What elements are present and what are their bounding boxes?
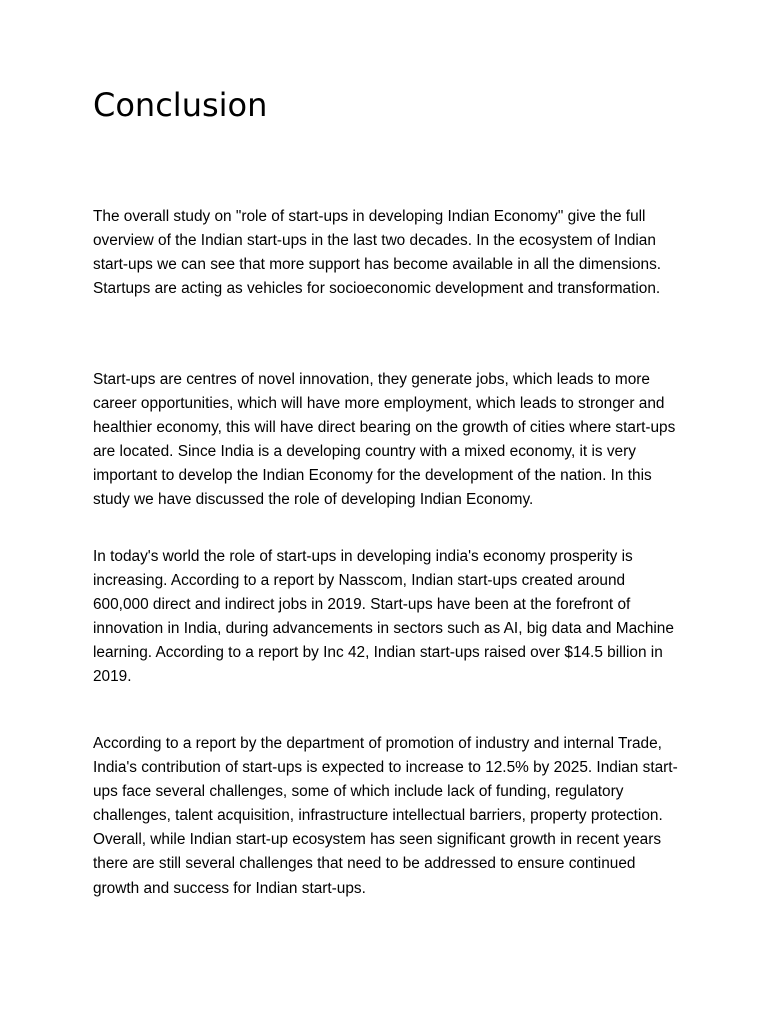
paragraph-prosperity: In today's world the role of start-ups in developing india's economy prosperity is increasing. According to a report by Nasscom, Indian start-ups created around 600,000 direct and indirect jobs in 2019. Start-ups have been at the forefront of innovation in India, during advancements in sectors such as AI, big data and Machine learning. According to a report by Inc 42, Indian start-ups raised over $14.5 billion in 2019. xyxy=(93,548,674,686)
paragraph-challenges: According to a report by the department of promotion of industry and internal Trade, India's contribution of start-ups is expected to increase to 12.5% by 2025. Indian start-ups face several challenges, some of which include lack of funding, regulatory challenges, talent acquisition, infrastructure intellectual barriers, property protection. Overall, while Indian start-up ecosystem has seen significant growth in recent years there are still several challenges that need to be addressed to ensure continued growth and success for Indian start-ups. xyxy=(93,735,678,897)
page-title: Conclusion xyxy=(93,86,268,124)
paragraph-overview: The overall study on "role of start-ups in developing Indian Economy" give the full overview of the Indian start-ups in the last two decades. In the ecosystem of Indian start-ups we can see that more support has become available in all the dimensions. Startups are acting as vehicles for socioeconomic development and transformation. xyxy=(93,208,662,298)
paragraph-innovation: Start-ups are centres of novel innovation, they generate jobs, which leads to more career opportunities, which will have more employment, which leads to stronger and healthier economy, this will have direct bearing on the growth of cities where start-ups are located. Since India is a developing country with a mixed economy, it is very important to develop the Indian Economy for the development of the nation. In this study we have discussed the role of developing Indian Economy. xyxy=(93,371,676,509)
